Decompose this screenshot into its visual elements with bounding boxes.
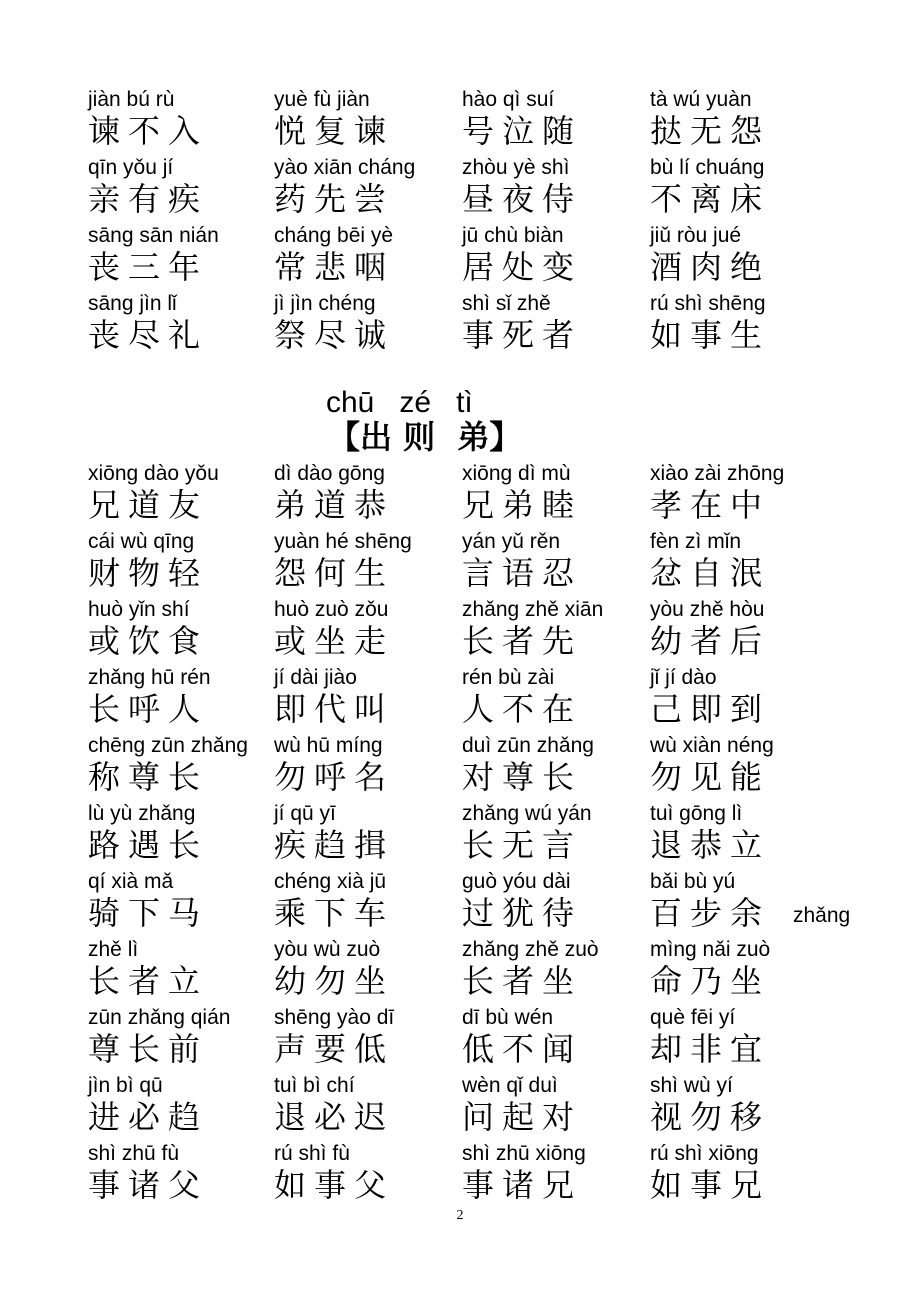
hanzi-phrase: 或坐走 bbox=[274, 622, 395, 660]
pinyin-line: qí xià mǎ bbox=[88, 870, 174, 893]
pinyin-line: guò yóu dài bbox=[462, 870, 571, 893]
hanzi-phrase: 进必趋 bbox=[88, 1098, 209, 1136]
pinyin-line: shì zhū xiōng bbox=[462, 1142, 586, 1165]
pinyin-line: jì jìn chéng bbox=[274, 292, 376, 315]
pinyin-line: yuè fù jiàn bbox=[274, 88, 370, 111]
pinyin-line: rú shì fù bbox=[274, 1142, 350, 1165]
hanzi-phrase: 却非宜 bbox=[650, 1030, 771, 1068]
pinyin-line: wù xiàn néng bbox=[650, 734, 774, 757]
hanzi-phrase: 问起对 bbox=[462, 1098, 583, 1136]
pinyin-line: rú shì shēng bbox=[650, 292, 766, 315]
hanzi-phrase: 人不在 bbox=[462, 690, 583, 728]
pinyin-line: xiōng dì mù bbox=[462, 462, 571, 485]
section-title-pinyin: chū zé tì bbox=[326, 386, 473, 419]
hanzi-phrase: 丧三年 bbox=[88, 248, 209, 286]
pinyin-line: sāng jìn lǐ bbox=[88, 292, 177, 315]
hanzi-phrase: 长者坐 bbox=[462, 962, 583, 1000]
hanzi-phrase: 即代叫 bbox=[274, 690, 395, 728]
hanzi-phrase: 疾趋揖 bbox=[274, 826, 395, 864]
hanzi-phrase: 幼勿坐 bbox=[274, 962, 395, 1000]
hanzi-phrase: 幼者后 bbox=[650, 622, 771, 660]
hanzi-phrase: 兄弟睦 bbox=[462, 486, 583, 524]
pinyin-line: chéng xià jū bbox=[274, 870, 387, 893]
pinyin-line: xiōng dào yǒu bbox=[88, 462, 219, 485]
hanzi-phrase: 乘下车 bbox=[274, 894, 395, 932]
pinyin-line: tuì bì chí bbox=[274, 1074, 355, 1097]
pinyin-line: bǎi bù yú bbox=[650, 870, 736, 893]
hanzi-phrase: 弟道恭 bbox=[274, 486, 395, 524]
hanzi-phrase: 亲有疾 bbox=[88, 180, 209, 218]
pinyin-line: jū chù biàn bbox=[462, 224, 564, 247]
hanzi-phrase: 低不闻 bbox=[462, 1030, 583, 1068]
pinyin-line: yán yǔ rěn bbox=[462, 530, 561, 553]
pinyin-line: sāng sān nián bbox=[88, 224, 219, 247]
pinyin-line-overflow: zhǎng bbox=[793, 904, 851, 927]
hanzi-phrase: 长无言 bbox=[462, 826, 583, 864]
pinyin-line: wù hū míng bbox=[274, 734, 383, 757]
hanzi-phrase: 勿见能 bbox=[650, 758, 771, 796]
pinyin-line: dī bù wén bbox=[462, 1006, 554, 1029]
hanzi-phrase: 声要低 bbox=[274, 1030, 395, 1068]
hanzi-phrase: 如事生 bbox=[650, 316, 771, 354]
hanzi-phrase: 退恭立 bbox=[650, 826, 771, 864]
pinyin-line: bù lí chuáng bbox=[650, 156, 765, 179]
page-number: 2 bbox=[456, 1208, 464, 1223]
pinyin-line: yuàn hé shēng bbox=[274, 530, 412, 553]
hanzi-phrase: 长者先 bbox=[462, 622, 583, 660]
pinyin-line: dì dào gōng bbox=[274, 462, 385, 485]
pinyin-line: cháng bēi yè bbox=[274, 224, 394, 247]
pinyin-line: jǐ jí dào bbox=[650, 666, 717, 689]
pinyin-line: zhǎng wú yán bbox=[462, 802, 592, 825]
pinyin-line: jiǔ ròu jué bbox=[650, 224, 742, 247]
pinyin-line: duì zūn zhǎng bbox=[462, 734, 594, 757]
hanzi-phrase: 言语忍 bbox=[462, 554, 583, 592]
pinyin-line: zūn zhǎng qián bbox=[88, 1006, 231, 1029]
hanzi-phrase: 骑下马 bbox=[88, 894, 209, 932]
pinyin-line: shì sǐ zhě bbox=[462, 292, 551, 315]
pinyin-line: zhǎng zhě zuò bbox=[462, 938, 599, 961]
hanzi-phrase: 不离床 bbox=[650, 180, 771, 218]
pinyin-line: wèn qǐ duì bbox=[462, 1074, 558, 1097]
pinyin-line: tà wú yuàn bbox=[650, 88, 752, 111]
pinyin-line: shēng yào dī bbox=[274, 1006, 395, 1029]
pinyin-line: yòu zhě hòu bbox=[650, 598, 765, 621]
pinyin-line: hào qì suí bbox=[462, 88, 555, 111]
pinyin-line: què fēi yí bbox=[650, 1006, 736, 1029]
hanzi-phrase: 如事兄 bbox=[650, 1166, 771, 1204]
pinyin-line: jiàn bú rù bbox=[88, 88, 175, 111]
hanzi-phrase: 己即到 bbox=[650, 690, 771, 728]
hanzi-phrase: 过犹待 bbox=[462, 894, 583, 932]
hanzi-phrase: 事诸父 bbox=[88, 1166, 209, 1204]
hanzi-phrase: 称尊长 bbox=[88, 758, 209, 796]
hanzi-phrase: 常悲咽 bbox=[274, 248, 395, 286]
hanzi-phrase: 如事父 bbox=[274, 1166, 395, 1204]
hanzi-phrase: 事死者 bbox=[462, 316, 583, 354]
hanzi-phrase: 居处变 bbox=[462, 248, 583, 286]
pinyin-line: rú shì xiōng bbox=[650, 1142, 759, 1165]
hanzi-phrase: 对尊长 bbox=[462, 758, 583, 796]
hanzi-phrase: 酒肉绝 bbox=[650, 248, 771, 286]
hanzi-phrase: 祭尽诚 bbox=[274, 316, 395, 354]
hanzi-phrase: 视勿移 bbox=[650, 1098, 771, 1136]
hanzi-phrase: 路遇长 bbox=[88, 826, 209, 864]
pinyin-line: shì zhū fù bbox=[88, 1142, 180, 1165]
hanzi-phrase: 或饮食 bbox=[88, 622, 209, 660]
hanzi-phrase: 退必迟 bbox=[274, 1098, 395, 1136]
pinyin-line: chēng zūn zhǎng bbox=[88, 734, 248, 757]
pinyin-line: zhǎng zhě xiān bbox=[462, 598, 604, 621]
hanzi-phrase: 命乃坐 bbox=[650, 962, 771, 1000]
hanzi-phrase: 号泣随 bbox=[462, 112, 583, 150]
pinyin-line: jìn bì qū bbox=[88, 1074, 163, 1097]
pinyin-line: rén bù zài bbox=[462, 666, 555, 689]
hanzi-phrase: 百步余 bbox=[650, 894, 771, 932]
pinyin-line: zhě lì bbox=[88, 938, 139, 961]
hanzi-phrase: 财物轻 bbox=[88, 554, 209, 592]
hanzi-phrase: 悦复谏 bbox=[274, 112, 395, 150]
hanzi-phrase: 谏不入 bbox=[88, 112, 209, 150]
hanzi-phrase: 孝在中 bbox=[650, 486, 771, 524]
hanzi-phrase: 尊长前 bbox=[88, 1030, 209, 1068]
hanzi-phrase: 忿自泯 bbox=[650, 554, 771, 592]
hanzi-phrase: 长呼人 bbox=[88, 690, 209, 728]
pinyin-line: huò yǐn shí bbox=[88, 598, 190, 621]
hanzi-phrase: 勿呼名 bbox=[274, 758, 395, 796]
hanzi-phrase: 怨何生 bbox=[274, 554, 395, 592]
pinyin-line: mìng nǎi zuò bbox=[650, 938, 771, 961]
pinyin-line: zhǎng hū rén bbox=[88, 666, 211, 689]
pinyin-line: cái wù qīng bbox=[88, 530, 195, 553]
pinyin-line: tuì gōng lì bbox=[650, 802, 743, 825]
pinyin-line: lù yù zhǎng bbox=[88, 802, 196, 825]
hanzi-phrase: 兄道友 bbox=[88, 486, 209, 524]
hanzi-phrase: 药先尝 bbox=[274, 180, 395, 218]
pinyin-line: jí qū yī bbox=[274, 802, 336, 825]
pinyin-line: yòu wù zuò bbox=[274, 938, 381, 961]
hanzi-phrase: 长者立 bbox=[88, 962, 209, 1000]
pinyin-line: fèn zì mǐn bbox=[650, 530, 742, 553]
section-title: 【出 则 弟】 bbox=[328, 418, 522, 456]
pinyin-line: zhòu yè shì bbox=[462, 156, 570, 179]
hanzi-phrase: 丧尽礼 bbox=[88, 316, 209, 354]
pinyin-line: xiào zài zhōng bbox=[650, 462, 785, 485]
pinyin-line: shì wù yí bbox=[650, 1074, 733, 1097]
pinyin-line: qīn yǒu jí bbox=[88, 156, 174, 179]
pinyin-line: jí dài jiào bbox=[274, 666, 357, 689]
hanzi-phrase: 挞无怨 bbox=[650, 112, 771, 150]
hanzi-phrase: 昼夜侍 bbox=[462, 180, 583, 218]
pinyin-line: huò zuò zǒu bbox=[274, 598, 389, 621]
pinyin-line: yào xiān cháng bbox=[274, 156, 416, 179]
hanzi-phrase: 事诸兄 bbox=[462, 1166, 583, 1204]
